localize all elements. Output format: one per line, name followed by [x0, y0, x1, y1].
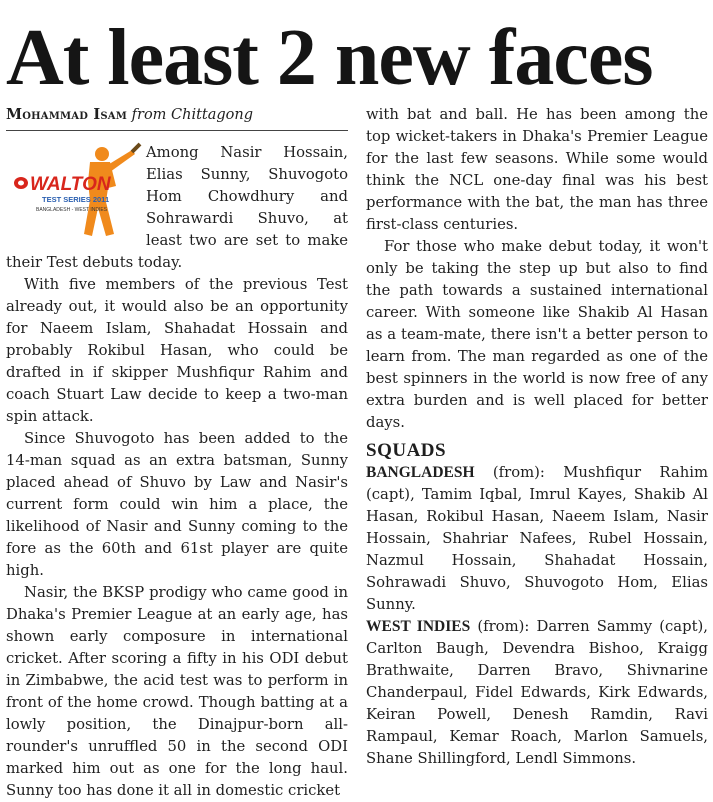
- team-list-bangladesh: (from): Mushfiqur Rahim (capt), Tamim Iqbal, Imrul Kayes, Shakib Al Hasan, Rokibul Hasan, Naeem Islam, Nasir Hossain, Shahriar Nafees, Rubel Hossain, Nazmul Hossain, Shahadat Hossain, Sohrawadi Shuvo, Shuvogoto Hom, Elias Sunny.: [366, 464, 708, 613]
- paragraph-1: Among Nasir Hossain, Elias Sunny, Shuvogoto Hom Chowdhury and Sohrawardi Shuvo, at least two are set to make their Test debuts today.: [6, 144, 348, 271]
- paragraph-2: With five members of the previous Test already out, it would also be an opportunity for Naeem Islam, Shahadat Hossain and probably Rokibul Hasan, who could be drafted in if skipper Mushfiqur Rahim and coach Stuart Law decide to keep a two-man spin attack.: [6, 276, 348, 425]
- team-list-west-indies: (from): Darren Sammy (capt), Carlton Baugh, Devendra Bishoo, Kraigg Brathwaite, Darren Bravo, Shivnarine Chanderpaul, Fidel Edwards, Kirk Edwards, Keiran Powell, Denesh Ramdin, Ravi Rampaul, Kemar Roach, Marlon Samuels, Shane Shillingford, Lendl Simmons.: [366, 618, 708, 767]
- svg-text:BANGLADESH - WEST INDIES: BANGLADESH - WEST INDIES: [36, 207, 108, 213]
- team-label-west-indies: WEST INDIES: [366, 618, 471, 635]
- team-label-bangladesh: BANGLADESH: [366, 464, 475, 481]
- right-column: [366, 104, 708, 770]
- walton-test-series-logo: [6, 142, 142, 250]
- paragraph-4: Nasir, the BKSP prodigy who came good in Dhaka's Premier League at an early age, has shown early composure in international cricket. After scoring a fifty in his ODI debut in Zimbabwe, the acid test was to perform in front of the home crowd. Though batting at a lowly position, the Dinajpur-born all-rounder's unruffled 50 in the second ODI marked him out as one for the long haul. Sunny too has done it all in domestic cricket: [6, 584, 348, 799]
- paragraph-3: Since Shuvogoto has been added to the 14-man squad as an extra batsman, Sunny placed ahead of Shuvo by Law and Nasir's current form could win him a place, the likelihood of Nasir and Sunny coming to the fore as the 60th and 61st player are quite high.: [6, 430, 348, 579]
- squad-west-indies: [366, 616, 708, 770]
- left-column: [6, 104, 348, 802]
- paragraph-5: For those who make debut today, it won't only be taking the step up but also to find the path towards a sustained international career. With someone like Shakib Al Hasan as a team-mate, there isn't a better person to learn from. The man regarded as one of the best spinners in the world is now free of any extra burden and is well placed for better days.: [366, 238, 708, 431]
- svg-text:WALTON: WALTON: [30, 174, 111, 195]
- svg-text:TEST SERIES 2011: TEST SERIES 2011: [42, 195, 110, 204]
- squads-heading: SQUADS: [366, 440, 447, 461]
- batsman-logo-icon: [6, 142, 142, 250]
- headline: At least 2 new faces: [6, 14, 653, 102]
- paragraph-4-continued: with bat and ball. He has been among the top wicket-takers in Dhaka's Premier League for the last few seasons. While some would think the NCL one-day final was his best performance with the bat, the man has three first-class centuries.: [366, 106, 708, 233]
- squad-bangladesh: [366, 462, 708, 616]
- byline: [6, 104, 348, 131]
- byline-location: from Chittagong: [131, 107, 254, 123]
- byline-author: Mohammad Isam: [6, 106, 128, 123]
